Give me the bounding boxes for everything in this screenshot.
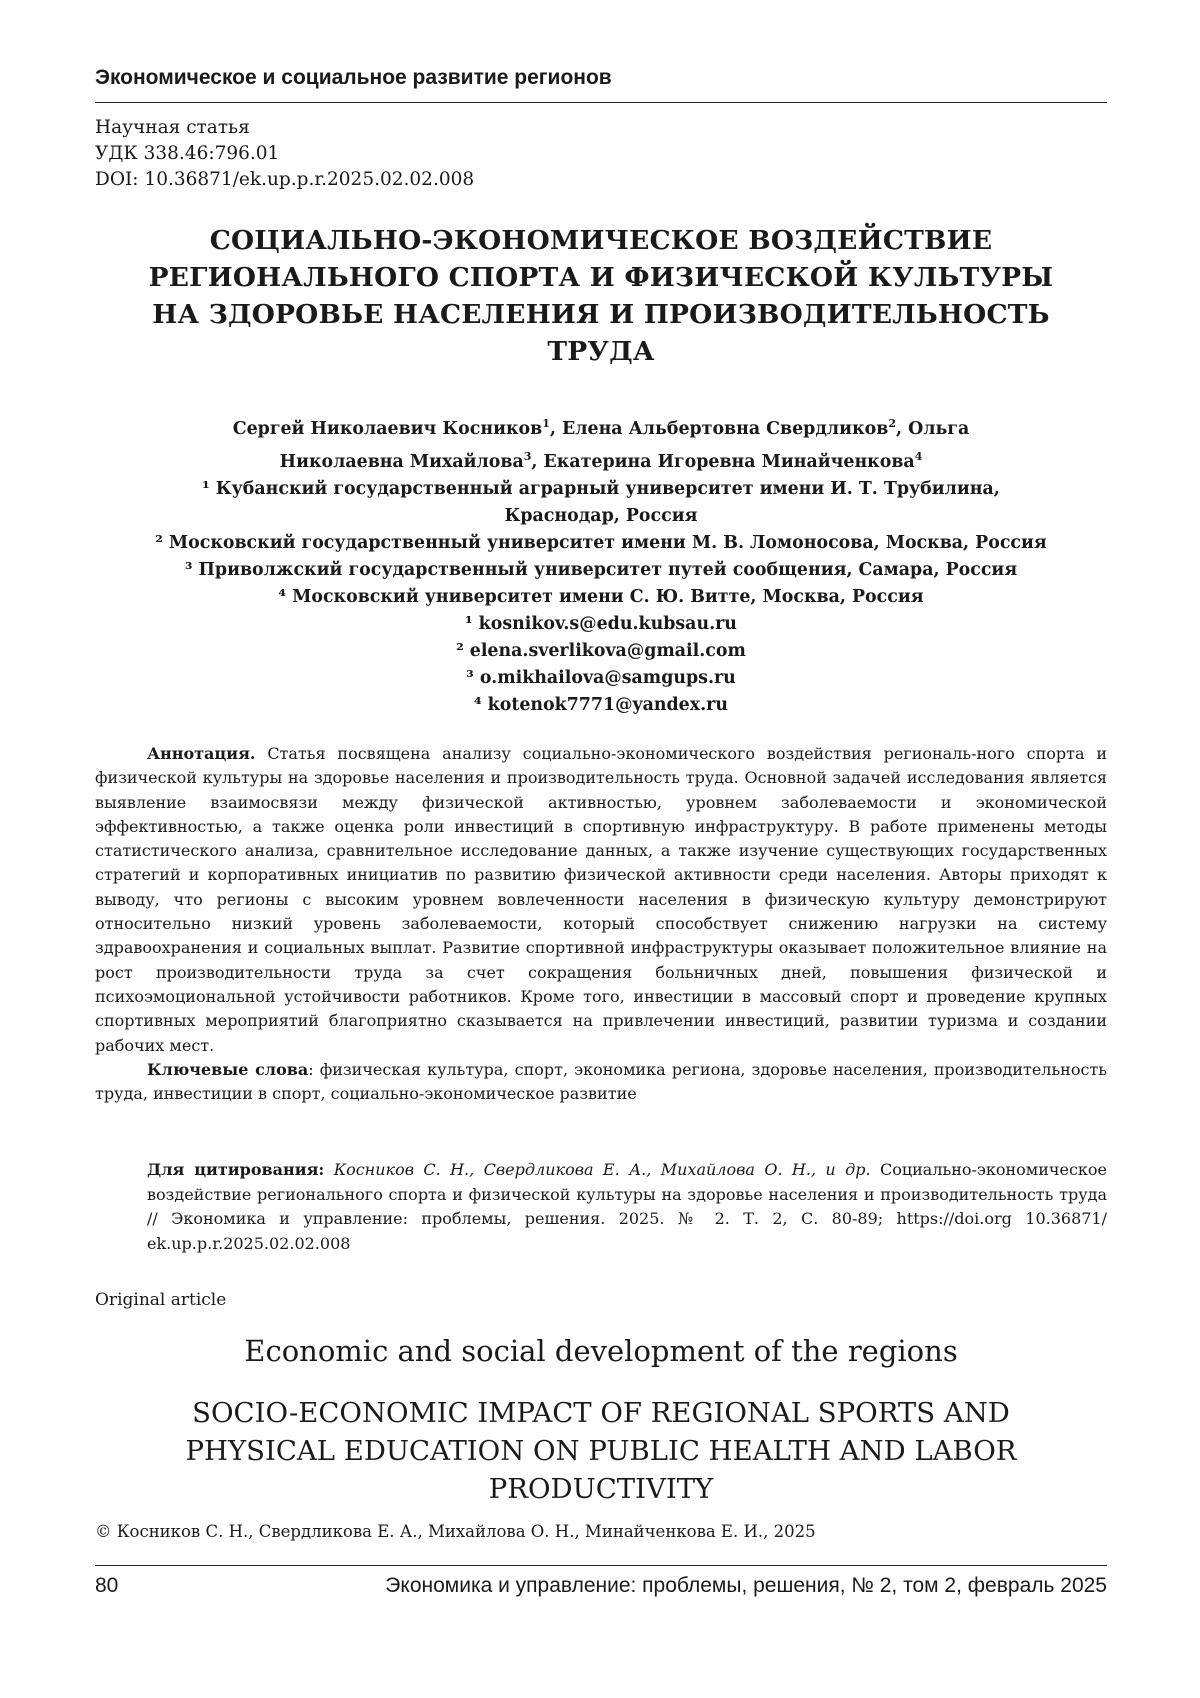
affiliation: ³ Приволжский государственный университет путей сообщения, Самара, Россия	[95, 557, 1107, 584]
citation-authors: Косников С. Н., Свердликова Е. А., Михайлова О. Н., и др.	[334, 1160, 871, 1179]
keywords-label: Ключевые слова	[147, 1060, 308, 1079]
affiliation: Краснодар, Россия	[95, 503, 1107, 530]
footer-rule	[95, 1565, 1107, 1566]
article-title-en	[95, 1394, 1107, 1508]
abstract-paragraph	[95, 742, 1107, 1058]
udk-code: УДК 338.46:796.01	[95, 141, 474, 167]
title-line: PRODUCTIVITY	[95, 1470, 1107, 1508]
keywords-paragraph	[95, 1058, 1107, 1107]
title-line: РЕГИОНАЛЬНОГО СПОРТА И ФИЗИЧЕСКОЙ КУЛЬТУРЫ	[95, 259, 1107, 296]
author-email: ¹ kosnikov.s@edu.kubsau.ru	[95, 611, 1107, 638]
header-rule	[95, 102, 1107, 103]
citation-text: Социально-экономическое воздействие регионального спорта и физической культуры на здоровье населения и производительность труда // Экономика и управление: проблемы, решения. 2025. № 2. Т. 2, С. 80-89; https://doi.org 10.36871/ ek.up.p.r.2025.02.02.008	[147, 1160, 1107, 1253]
affiliation: ² Московский государственный университет имени М. В. Ломоносова, Москва, Россия	[95, 530, 1107, 557]
author-name: Елена Альбертовна Свердликов	[562, 419, 888, 439]
abstract-text: Статья посвящена анализу социально-экономического воздействия региональ-ного спорта и физической культуры на здоровье населения и производительность труда. Основной задачей исследования является выявление взаимосвязи между физической активностью, уровнем заболеваемости и экономической эффективностью, а также оценка роли инвестиций в спортивную инфраструктуру. В работе применены методы статистического анализа, сравнительное исследование данных, а также изучение существующих государственных стратегий и корпоративных инициатив по развитию физической активности среди населения. Авторы приходят к выводу, что регионы с высоким уровнем вовлеченности населения в физическую культуру демонстрируют относительно низкий уровень заболеваемости, который способствует снижению нагрузки на систему здравоохранения и социальных выплат. Развитие спортивной инфраструктуры оказывает положительное влияние на рост производительности труда за счет сокращения больничных дней, повышения физической и психоэмоциональной устойчивости работников. Кроме того, инвестиции в массовый спорт и проведение крупных спортивных мероприятий благоприятно сказывается на привлечении инвестиций, развитии туризма и создании рабочих мест.	[95, 744, 1107, 1055]
author-email: ⁴ kotenok7771@yandex.ru	[95, 692, 1107, 719]
title-line: СОЦИАЛЬНО-ЭКОНОМИЧЕСКОЕ ВОЗДЕЙСТВИЕ	[95, 222, 1107, 259]
article-meta	[95, 115, 474, 193]
author-email: ³ o.mikhailova@samgups.ru	[95, 665, 1107, 692]
citation-label: Для цитирования:	[147, 1160, 324, 1179]
article-type: Научная статья	[95, 115, 474, 141]
citation-block	[147, 1158, 1107, 1256]
author-name: Ольга	[908, 419, 969, 439]
title-line: НА ЗДОРОВЬЕ НАСЕЛЕНИЯ И ПРОИЗВОДИТЕЛЬНОСТЬ	[95, 296, 1107, 333]
abstract-label: Аннотация.	[147, 744, 255, 763]
article-title-ru	[95, 222, 1107, 370]
title-line: ТРУДА	[95, 333, 1107, 370]
copyright: © Косников С. Н., Свердликова Е. А., Михайлова О. Н., Минайченкова Е. И., 2025	[95, 1522, 816, 1541]
affiliation: ⁴ Московский университет имени С. Ю. Витте, Москва, Россия	[95, 584, 1107, 611]
section-heading-en: Economic and social development of the regions	[95, 1334, 1107, 1368]
doi: DOI: 10.36871/ek.up.p.r.2025.02.02.008	[95, 167, 474, 193]
original-article-label: Original article	[95, 1290, 226, 1310]
author-email: ² elena.sverlikova@gmail.com	[95, 638, 1107, 665]
title-line: PHYSICAL EDUCATION ON PUBLIC HEALTH AND LABOR	[95, 1432, 1107, 1470]
affiliation: ¹ Кубанский государственный аграрный университет имени И. Т. Трубилина,	[95, 476, 1107, 503]
author-name: Сергей Николаевич Косников	[233, 419, 542, 439]
journal-footer: Экономика и управление: проблемы, решения, № 2, том 2, февраль 2025	[385, 1574, 1107, 1598]
author-line: Сергей Николаевич Косников1, Елена Альбертовна Свердликов2, Ольга	[95, 410, 1107, 443]
authors-block	[95, 410, 1107, 719]
author-line: Николаевна Михайлова3, Екатерина Игоревна Минайченкова4	[95, 443, 1107, 476]
author-name: Екатерина Игоревна Минайченкова	[544, 452, 915, 472]
keywords-text: : физическая культура, спорт, экономика региона, здоровье населения, производительность труда, инвестиции в спорт, социально-экономическое развитие	[95, 1060, 1107, 1103]
journal-section-heading: Экономическое и социальное развитие регионов	[95, 66, 1107, 90]
title-line: SOCIO-ECONOMIC IMPACT OF REGIONAL SPORTS AND	[95, 1394, 1107, 1432]
author-name: Николаевна Михайлова	[280, 452, 524, 472]
page-number: 80	[95, 1574, 118, 1598]
abstract-block	[95, 742, 1107, 1106]
